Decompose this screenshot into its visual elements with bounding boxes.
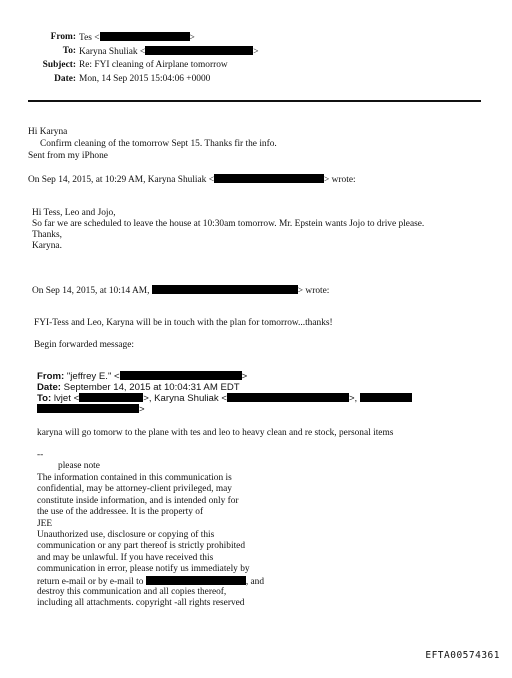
date-value: Mon, 14 Sep 2015 15:04:06 +0000 xyxy=(79,74,211,84)
redaction-box xyxy=(152,285,298,294)
sig-dashes: -- xyxy=(37,450,44,460)
please-note: please note xyxy=(58,461,100,471)
disclaimer-line: the use of the addressee. It is the property of xyxy=(37,507,204,518)
disclaimer-line: destroy this communication and all copies thereof, xyxy=(37,586,227,597)
to-value: Karyna Shuliak < xyxy=(79,47,146,57)
disclaimer-line: Unauthorized use, disclosure or copying of this xyxy=(37,529,215,540)
reply2-line1: So far we are scheduled to leave the house at 10:30am tomorrow. Mr. Epstein wants Jojo to drive please. xyxy=(32,219,425,229)
redaction-box xyxy=(79,393,143,402)
reply1-greeting: Hi Karyna xyxy=(28,127,68,137)
redaction-box xyxy=(146,576,246,585)
from-label: From: xyxy=(50,32,76,42)
disclaimer-line: communication in error, please notify us immediately by xyxy=(37,564,250,575)
disclaimer-line: and may be unlawful. If you have received this xyxy=(37,552,214,563)
disclaimer-line: confidential, may be attorney-client privileged, may xyxy=(37,484,232,495)
fwd-to-label: To: xyxy=(37,393,52,404)
redaction-box xyxy=(227,393,349,402)
redaction-box xyxy=(360,393,412,402)
to-label: To: xyxy=(62,46,76,56)
redaction-box xyxy=(214,174,324,183)
fwd-from-label: From: xyxy=(37,371,65,382)
reply1-quote-header: On Sep 14, 2015, at 10:29 AM, Karyna Shuliak < > wrote: xyxy=(28,175,356,185)
from-value: Tes < xyxy=(79,33,100,43)
disclaimer-line: JEE xyxy=(37,518,53,529)
redaction-box xyxy=(100,32,190,41)
fwd-to-line: To: lvjet < >, Karyna Shuliak < >, xyxy=(37,393,412,404)
reply2-greeting: Hi Tess, Leo and Jojo, xyxy=(32,208,116,218)
reply2-quote-header: On Sep 14, 2015, at 10:14 AM, > wrote: xyxy=(32,286,330,296)
disclaimer-line: including all attachments. copyright -all rights reserved xyxy=(37,598,245,609)
document-id: EFTA00574361 xyxy=(425,650,500,661)
email-header: From: Tes < > To: Karyna Shuliak < > Subject: Re: FYI cleaning of Airplane tomorrow Date: Mon, 14 Sep 2015 15:04:06 +0000 xyxy=(0,32,300,86)
fwd-to-continuation: > xyxy=(37,404,145,415)
redaction-box xyxy=(120,371,242,380)
redaction-box xyxy=(37,404,139,413)
disclaimer-email-line: return e-mail or by e-mail to , and xyxy=(37,576,265,587)
date-label: Date: xyxy=(54,74,76,84)
fwd-date-line: Date: September 14, 2015 at 10:04:31 AM EDT xyxy=(37,382,240,393)
reply2-line2: Thanks, xyxy=(32,230,62,240)
disclaimer-line: The information contained in this communication is xyxy=(37,473,232,483)
fwd-date-label: Date: xyxy=(37,382,61,393)
reply1-line2: Sent from my iPhone xyxy=(28,151,108,161)
reply2-line3: Karyna. xyxy=(32,241,62,251)
reply3-line2: Begin forwarded message: xyxy=(34,340,134,350)
subject-label: Subject: xyxy=(42,60,76,70)
fwd-body: karyna will go tomorw to the plane with tes and leo to heavy clean and re stock, personal items xyxy=(37,428,394,438)
disclaimer xyxy=(37,473,297,610)
header-divider xyxy=(28,100,481,102)
redaction-box xyxy=(145,46,253,55)
subject-value: Re: FYI cleaning of Airplane tomorrow xyxy=(79,60,228,70)
reply1-line1: Confirm cleaning of the tomorrow Sept 15. Thanks fir the info. xyxy=(40,139,277,149)
disclaimer-line: constitute inside information, and is intended only for xyxy=(37,495,239,506)
fwd-from-line: From: "jeffrey E." < > xyxy=(37,371,248,382)
disclaimer-line: communication or any part thereof is strictly prohibited xyxy=(37,541,246,552)
reply3-line1: FYI-Tess and Leo, Karyna will be in touch with the plan for tomorrow...thanks! xyxy=(34,318,333,328)
